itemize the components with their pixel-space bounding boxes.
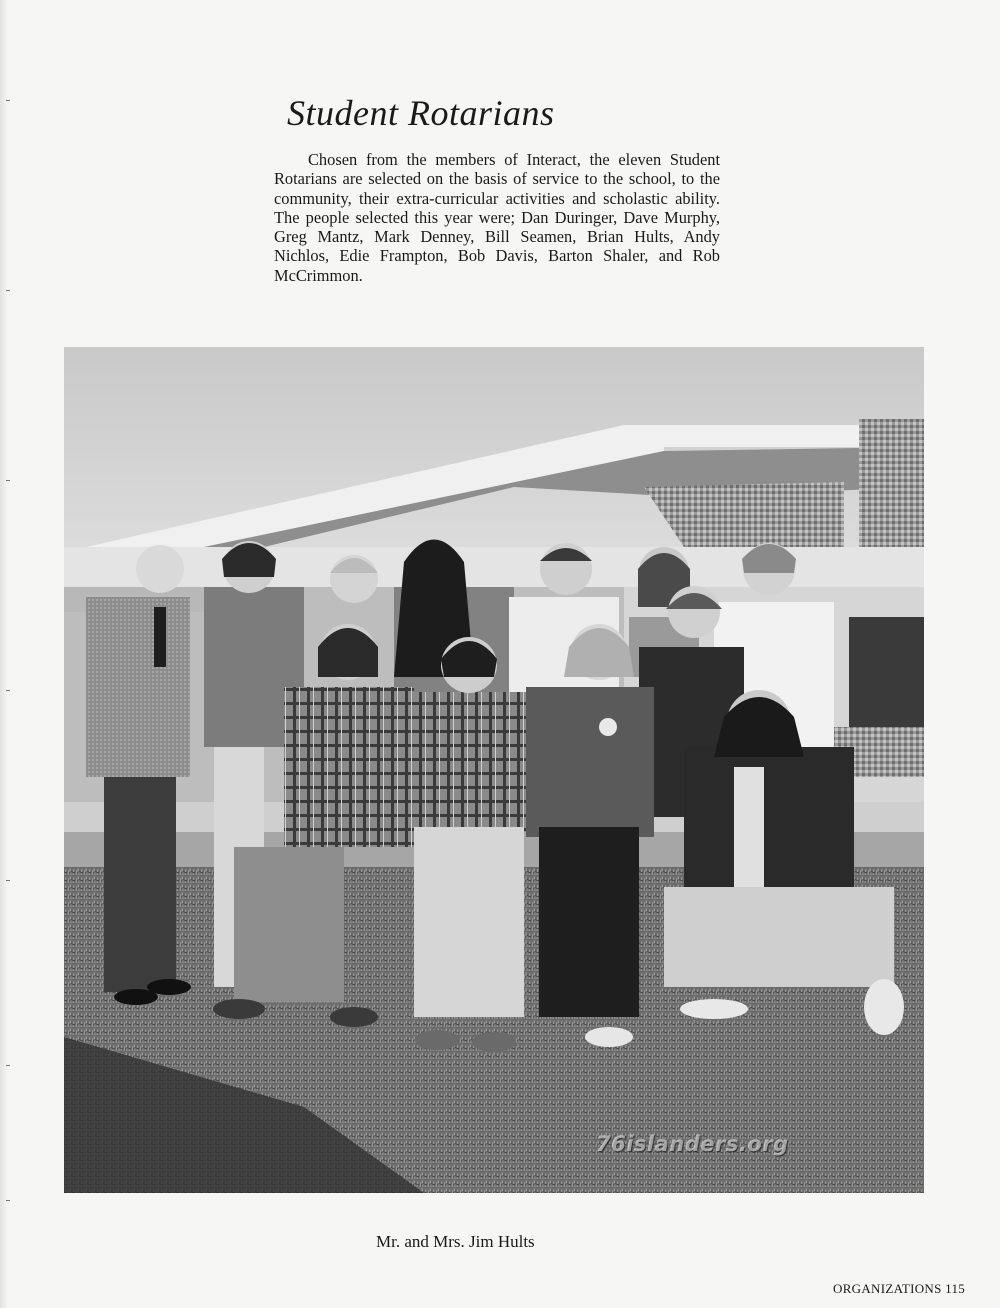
group-photo	[64, 347, 924, 1193]
binding-mark	[6, 480, 10, 481]
binding-mark	[6, 880, 10, 881]
page-footer: ORGANIZATIONS 115	[833, 1281, 966, 1296]
photo-caption: Mr. and Mrs. Jim Hults	[376, 1232, 535, 1251]
binding-mark	[6, 690, 10, 691]
binding-mark	[6, 290, 10, 291]
page-title: Student Rotarians	[287, 93, 555, 133]
body-paragraph: Chosen from the members of Interact, the eleven Student Rotarians are selected on the basis of service to the school, to the community, their extra-curricular activities and scholastic ability. The people selected this year were; Dan Duringer, Dave Murphy, Greg Mantz, Mark Denney, Bill Seamen, Brian Hults, Andy Nichlos, Edie Frampton, Bob Davis, Barton Shaler, and Rob McCrimmon.	[274, 150, 720, 285]
binding-mark	[6, 1200, 10, 1201]
binding-mark	[6, 100, 10, 101]
binding-mark	[6, 1065, 10, 1066]
page-edge	[0, 0, 8, 1308]
watermark: 76islanders.org	[596, 1132, 789, 1156]
group-photo-illustration	[64, 347, 924, 1193]
